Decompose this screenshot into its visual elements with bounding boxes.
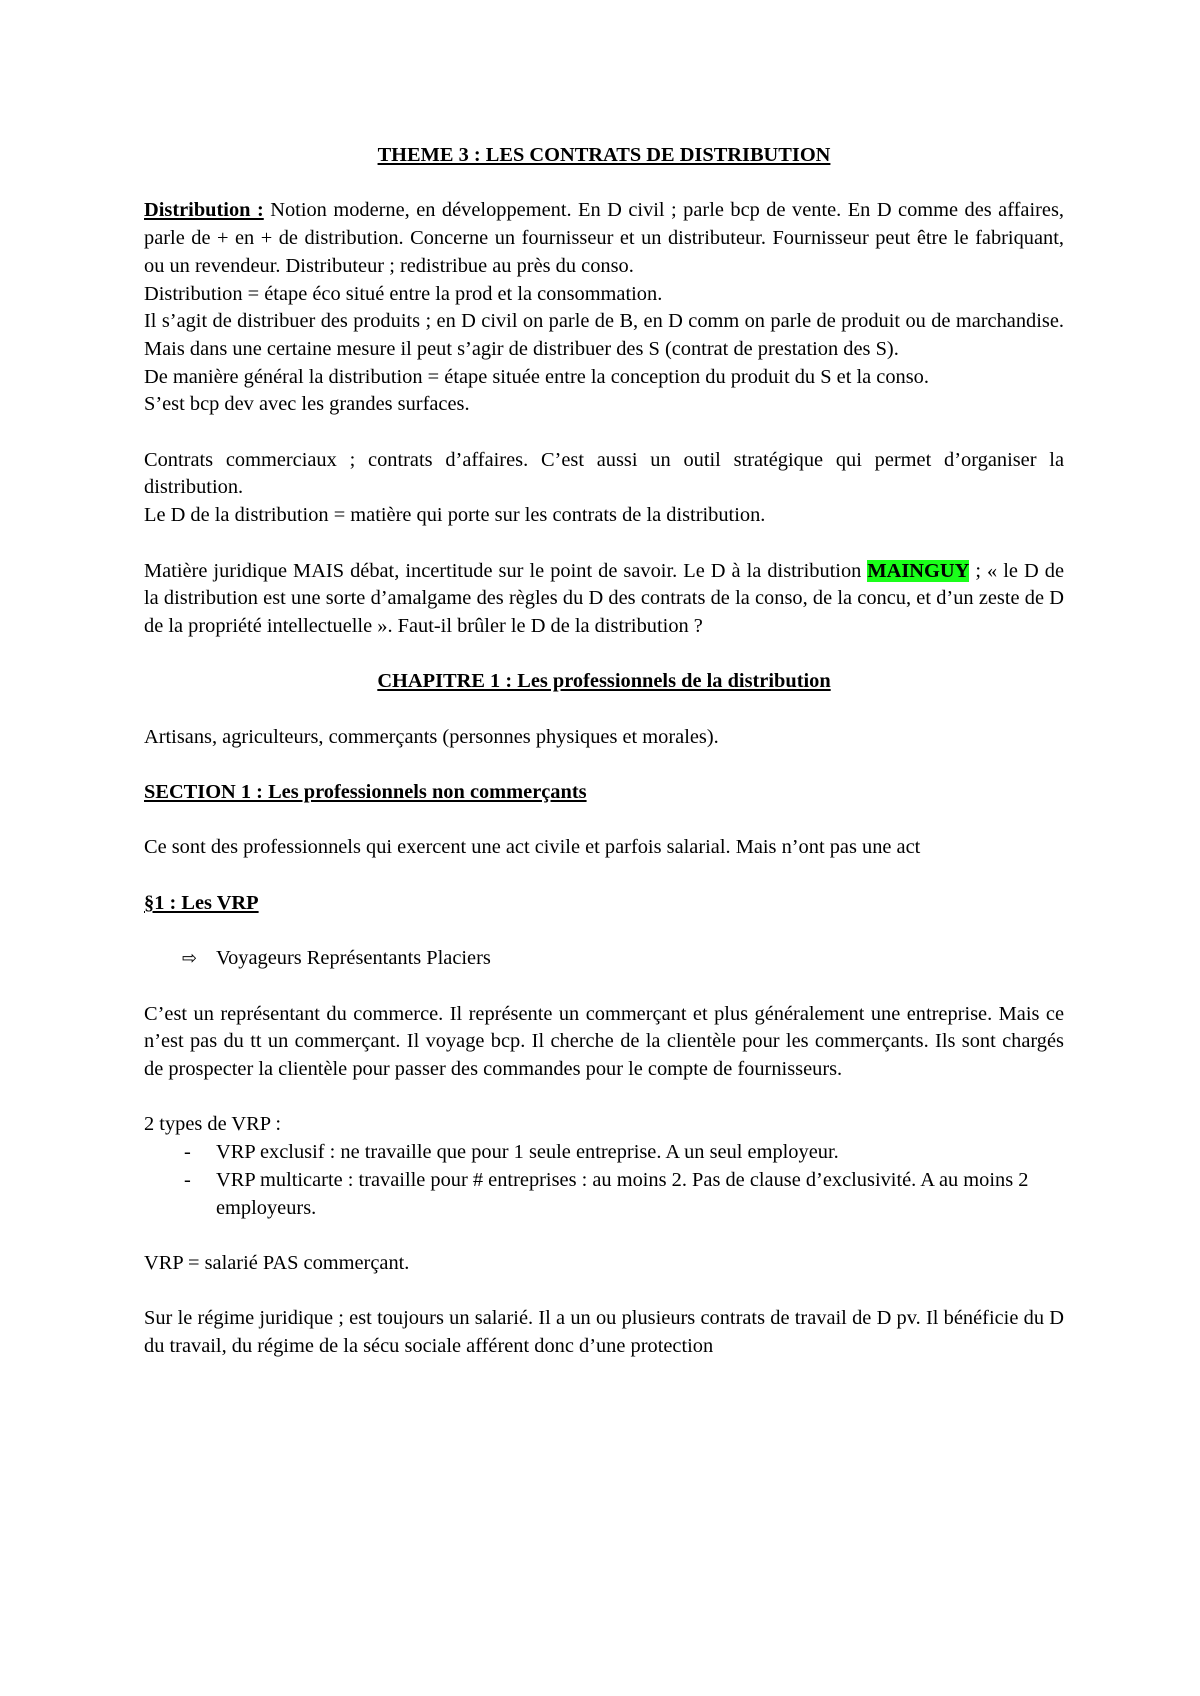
chapter-title: CHAPITRE 1 : Les professionnels de la distribution [377,670,831,693]
arrow-right-icon: ⇨ [182,948,198,970]
vrp-regime: Sur le régime juridique ; est toujours un salarié. Il a un ou plusieurs contrats de travail de D pv. Il bénéficie du D du travail, du régime de la sécu sociale afférent donc d’une protection [144,1307,1064,1358]
intro-paragraph [144,197,1064,280]
matiere-text-before: Matière juridique MAIS débat, incertitude sur le point de savoir. Le D à la distribution [144,559,868,582]
matiere-text-after: ; « le D de la distribution est une sorte d’amalgame des règles du D des contrats de la conso, de la concu, et d’un zeste de D de la propriété intellectuelle ». Faut-il brûler le D de la distribution ? [144,559,1064,637]
droit-distribution-paragraph: Le D de la distribution = matière qui porte sur les contrats de la distribution. [144,504,766,527]
list-item-text: VRP multicarte : travaille pour # entreprises : au moins 2. Pas de clause d’exclusivité. A au moins 2 employeurs. [216,1168,1029,1219]
distribution-definition: Distribution = étape éco situé entre la prod et la consommation. [144,282,663,305]
vrp-acronym-text: Voyageurs Représentants Placiers [216,947,491,970]
vrp-types-intro: 2 types de VRP : [144,1113,282,1136]
distribution-growth: S’est bcp dev avec les grandes surfaces. [144,393,470,416]
intro-text: Notion moderne, en développement. En D civil ; parle bcp de vente. En D comme des affaires, parle de + en + de distribution. Concerne un fournisseur et un distributeur. Fournisseur peut être le fabriquant, ou un revendeur. Distributeur ; redistribue au près du conso. [144,199,1064,277]
dash-bullet: - [184,1141,191,1164]
distribution-term: Distribution : [144,199,264,222]
distribution-products: Il s’agit de distribuer des produits ; en D civil on parle de B, en D comm on parle de produit ou de marchandise. Mais dans une certaine mesure il peut s’agir de distribuer des S (contrat de prestation des S). [144,310,1064,360]
contrats-paragraph: Contrats commerciaux ; contrats d’affaires. C’est aussi un outil stratégique qui permet d’organiser la distribution. [144,448,1064,499]
vrp-description: C’est un représentant du commerce. Il représente un commerçant et plus généralement une entreprise. Mais ce n’est pas du tt un commerçant. Il voyage bcp. Il cherche de la clientèle pour les commerçants. Ils sont chargés de prospecter la clientèle pour passer des commandes pour le compte de fournisseurs. [144,1002,1064,1081]
mainguy-highlight: MAINGUY [867,559,970,582]
section-title: SECTION 1 : Les professionnels non commerçants [144,781,587,804]
document-title: THEME 3 : LES CONTRATS DE DISTRIBUTION [377,144,831,166]
distribution-general: De manière général la distribution = étape située entre la conception du produit du S et la conso. [144,365,929,388]
list-item [144,1167,1064,1222]
vrp-summary: VRP = salarié PAS commerçant. [144,1251,410,1274]
paragraph-title: §1 : Les VRP [144,891,259,914]
vrp-types-list [144,1139,1064,1222]
list-item [144,1139,1064,1167]
dash-bullet: - [184,1168,191,1191]
chapter-intro: Artisans, agriculteurs, commerçants (personnes physiques et morales). [144,725,719,748]
list-item-text: VRP exclusif : ne travaille que pour 1 seule entreprise. A un seul employeur. [216,1141,839,1164]
section-text: Ce sont des professionnels qui exercent une act civile et parfois salarial. Mais n’ont pas une act [144,836,921,859]
matiere-paragraph [144,558,1064,641]
vrp-definition-item [144,945,1064,973]
